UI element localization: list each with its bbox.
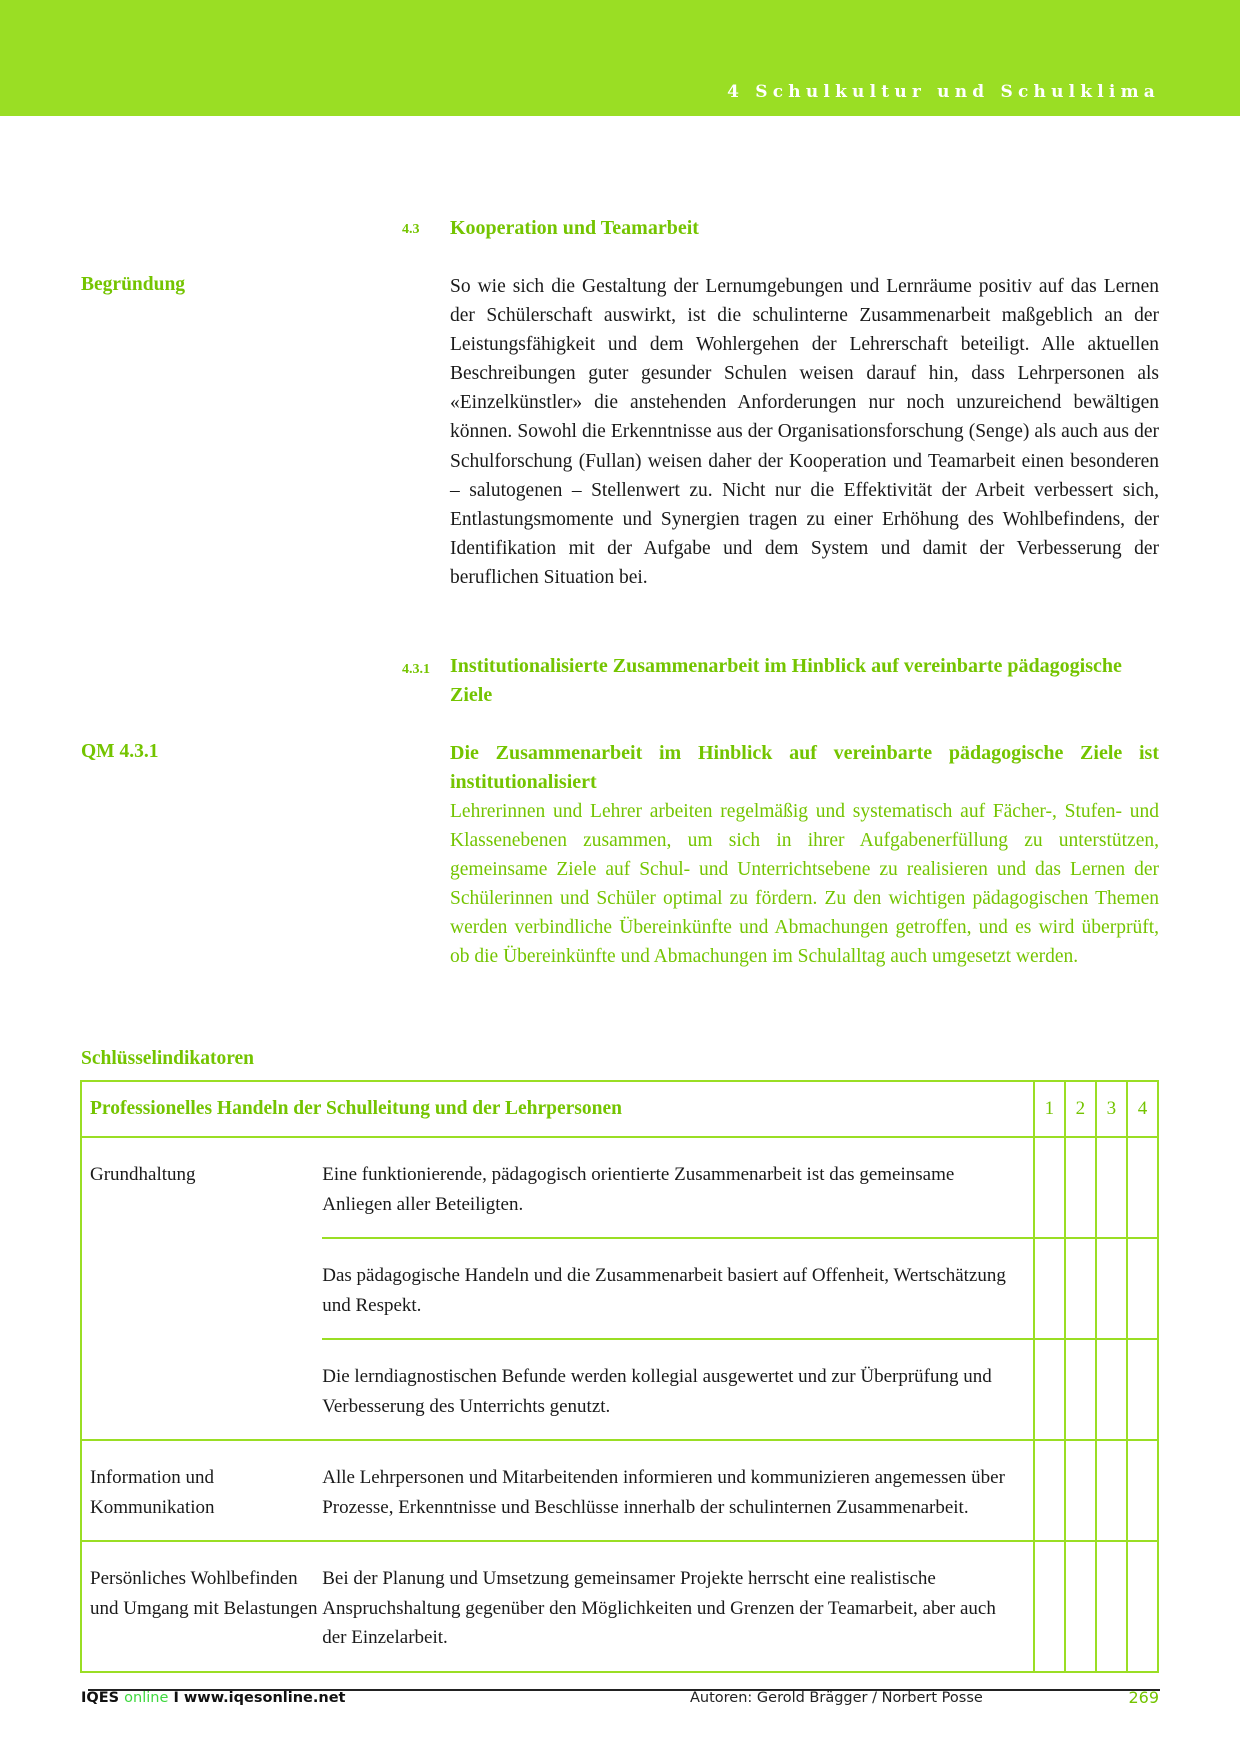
- indicators-table: [80, 1080, 1159, 1673]
- category-cell: Information und Kommunikation: [81, 1440, 322, 1541]
- subsection-number: 4.3.1: [402, 662, 430, 677]
- table-header-row: [81, 1081, 1158, 1137]
- table-row: [81, 1137, 1158, 1238]
- table-row: [81, 1541, 1158, 1672]
- indicator-text: Alle Lehrpersonen und Mitarbeitenden informieren und kommunizieren angemessen über Prozesse, Erkenntnisse und Beschlüsse innerhalb der schulinternen Zusammenarbeit.: [322, 1440, 1034, 1541]
- chapter-title: 4 Schulkultur und Schulklima: [727, 82, 1160, 102]
- rating-cell-3[interactable]: [1096, 1541, 1127, 1672]
- footer-brand: [81, 1690, 345, 1706]
- indicator-text: Eine funktionierende, pädagogisch orientierte Zusammenarbeit ist das gemeinsame Anliegen aller Beteiligten.: [322, 1164, 955, 1215]
- table-title: Professionelles Handeln der Schulleitung und der Lehrpersonen: [81, 1081, 1034, 1137]
- rating-cell-2[interactable]: [1065, 1238, 1096, 1339]
- rating-cell-4[interactable]: [1127, 1541, 1158, 1672]
- rating-cell-2[interactable]: [1065, 1137, 1096, 1238]
- section-title: Kooperation und Teamarbeit: [450, 217, 699, 239]
- qm-description: Lehrerinnen und Lehrer arbeiten regelmäßig und systematisch auf Fächer-, Stufen- und Klassenebenen zusammen, um sich in ihrer Aufgabenerfüllung zu unterstützen, gemeinsame Ziele auf Schul- und Unterrichtsebene zu realisieren und das Lernen der Schülerinnen und Schüler optimal zu fördern. Zu den wichtigen pädagogischen Themen werden verbindliche Übereinkünfte und Abmachungen getroffen, und es wird überprüft, ob die Übereinkünfte und Abmachungen im Schulalltag auch umgesetzt werden.: [450, 801, 1159, 968]
- rating-cell-1[interactable]: [1034, 1440, 1065, 1541]
- table-row: [81, 1440, 1158, 1541]
- rating-cell-4[interactable]: [1127, 1339, 1158, 1440]
- rating-cell-3[interactable]: [1096, 1137, 1127, 1238]
- scale-2: 2: [1065, 1081, 1096, 1137]
- rating-cell-1[interactable]: [1034, 1238, 1065, 1339]
- category-cell: Persönliches Wohlbefinden und Umgang mit Belastungen: [81, 1541, 322, 1672]
- scale-4: 4: [1127, 1081, 1158, 1137]
- qm-title: Die Zusammenarbeit im Hinblick auf vereinbarte pädagogische Ziele ist institutionalisiert: [450, 742, 1159, 793]
- rating-cell-1[interactable]: [1034, 1137, 1065, 1238]
- brand-online: online: [124, 1690, 169, 1706]
- rating-cell-2[interactable]: [1065, 1541, 1096, 1672]
- rating-cell-2[interactable]: [1065, 1339, 1096, 1440]
- scale-3: 3: [1096, 1081, 1127, 1137]
- brand-separator: I: [173, 1690, 179, 1706]
- scale-1: 1: [1034, 1081, 1065, 1137]
- rating-cell-3[interactable]: [1096, 1339, 1127, 1440]
- rating-cell-4[interactable]: [1127, 1238, 1158, 1339]
- footer-authors: Autoren: Gerold Brägger / Norbert Posse: [690, 1690, 983, 1706]
- footer-url[interactable]: www.iqesonline.net: [183, 1690, 346, 1706]
- rating-cell-3[interactable]: [1096, 1440, 1127, 1541]
- header-bar: [0, 0, 1240, 116]
- indicator-text: Die lerndiagnostischen Befunde werden kollegial ausgewertet und zur Überprüfung und Verbesserung des Unterrichts genutzt.: [322, 1339, 1034, 1440]
- indicators-label: Schlüsselindikatoren: [81, 1048, 255, 1069]
- begruendung-text: So wie sich die Gestaltung der Lernumgebungen und Lernräume positiv auf das Lernen der Schülerschaft auswirkt, ist die schulinterne Zusammenarbeit maßgeblich an der Leistungsfähigkeit und dem Wohlergehen der Lehrerschaft beteiligt. Alle aktuellen Beschreibungen guter gesunder Schulen weisen darauf hin, dass Lehrpersonen als «Einzelkünstler» die anstehenden Anforderungen nur noch unzureichend bewältigen können. Sowohl die Erkenntnisse aus der Organisationsforschung (Senge) als auch aus der Schulforschung (Fullan) weisen daher der Kooperation und Teamarbeit einen besonderen – salutogenen – Stellenwert zu. Nicht nur die Effektivität der Arbeit verbessert sich, Entlastungsmomente und Synergien tragen zu einer Erhöhung des Wohlbefindens, der Identifikation mit der Aufgabe und dem System und damit der Verbesserung der beruflichen Situation bei.: [450, 276, 1159, 588]
- rating-cell-3[interactable]: [1096, 1238, 1127, 1339]
- rating-cell-4[interactable]: [1127, 1440, 1158, 1541]
- brand-name: IQES: [81, 1690, 120, 1706]
- rating-cell-1[interactable]: [1034, 1339, 1065, 1440]
- page-number: 269: [1128, 1688, 1159, 1707]
- indicator-text: Bei der Planung und Umsetzung gemeinsamer Projekte herrscht eine realistische Anspruchshaltung gegenüber den Möglichkeiten und Grenzen der Teamarbeit, aber auch der Einzelarbeit.: [322, 1541, 1034, 1672]
- rating-cell-2[interactable]: [1065, 1440, 1096, 1541]
- indicator-text: Das pädagogische Handeln und die Zusammenarbeit basiert auf Offenheit, Wertschätzung und Respekt.: [322, 1238, 1034, 1339]
- qm-label: QM 4.3.1: [81, 741, 159, 762]
- section-number: 4.3: [402, 222, 420, 237]
- begruendung-label: Begründung: [81, 274, 186, 295]
- rating-cell-1[interactable]: [1034, 1541, 1065, 1672]
- rating-cell-4[interactable]: [1127, 1137, 1158, 1238]
- subsection-title: Institutionalisierte Zusammenarbeit im Hinblick auf vereinbarte pädagogische Ziele: [450, 655, 1122, 706]
- category-cell: Grundhaltung: [90, 1164, 196, 1185]
